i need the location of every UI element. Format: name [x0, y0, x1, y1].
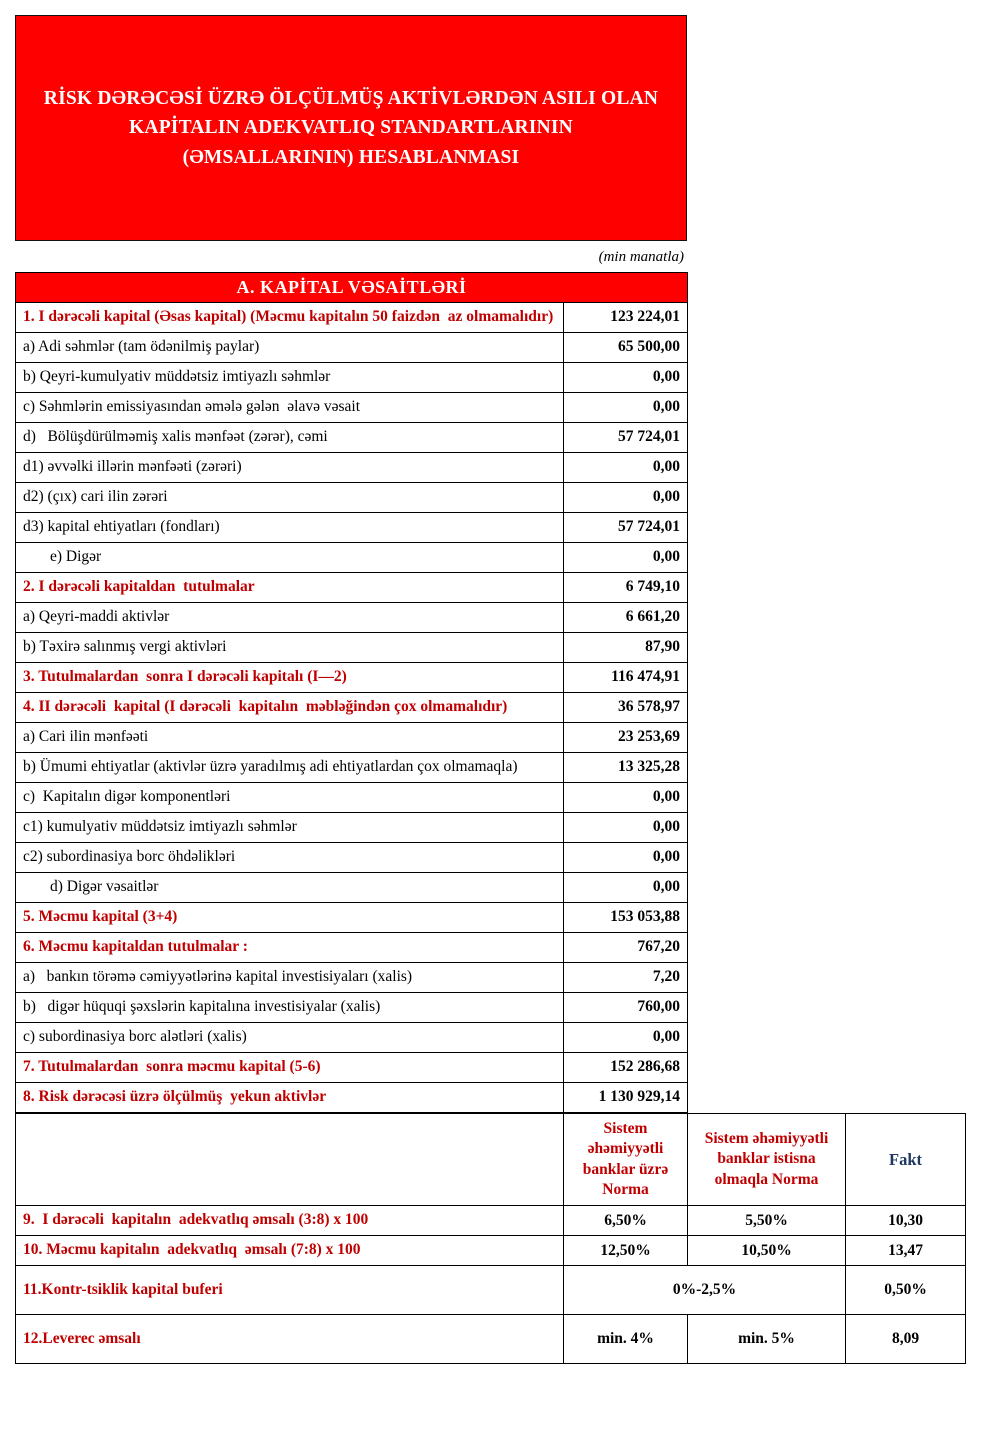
row-label: b) Ümumi ehtiyatlar (aktivlər üzrə yaradılmış adi ehtiyatlardan çox olmamaqla): [16, 753, 564, 783]
norma-istisna-value: min. 5%: [688, 1315, 846, 1364]
fakt-value: 10,30: [846, 1206, 966, 1236]
row-value: 767,20: [564, 933, 688, 963]
table-row: [16, 873, 688, 903]
fakt-value: 8,09: [846, 1315, 966, 1364]
row-label: 10. Məcmu kapitalın adekvatlıq əmsalı (7:8) x 100: [16, 1236, 564, 1266]
row-value: 123 224,01: [564, 303, 688, 333]
row-label: a) Qeyri-maddi aktivlər: [16, 603, 564, 633]
table-row: [16, 1083, 688, 1113]
table-row: [16, 633, 688, 663]
norma-istisna-value: 5,50%: [688, 1206, 846, 1236]
table-row: [16, 1023, 688, 1053]
table-row: [16, 453, 688, 483]
row-label: 5. Məcmu kapital (3+4): [16, 903, 564, 933]
table-row: [16, 813, 688, 843]
row-label: c2) subordinasiya borc öhdəlikləri: [16, 843, 564, 873]
norma-merged-value: 0%-2,5%: [564, 1266, 846, 1315]
fakt-value: 0,50%: [846, 1266, 966, 1315]
row-label: a) Cari ilin mənfəəti: [16, 723, 564, 753]
row-label: c) subordinasiya borc alətləri (xalis): [16, 1023, 564, 1053]
row-value: 6 661,20: [564, 603, 688, 633]
ratio-row: [16, 1236, 966, 1266]
ratio-table: [15, 1113, 966, 1364]
table-row: [16, 903, 688, 933]
table-row: [16, 333, 688, 363]
report-title-line: RİSK DƏRƏCƏSİ ÜZRƏ ÖLÇÜLMÜŞ AKTİVLƏRDƏN ASILI OLAN: [43, 88, 659, 110]
ratio-header-norma-istisna: Sistem əhəmiyyətli banklar istisna olmaqla Norma: [688, 1114, 846, 1206]
ratio-row: [16, 1206, 966, 1236]
row-label: 11.Kontr-tsiklik kapital buferi: [16, 1266, 564, 1315]
row-value: 0,00: [564, 483, 688, 513]
row-value: 1 130 929,14: [564, 1083, 688, 1113]
table-row: [16, 483, 688, 513]
report-title-line: (ƏMSALLARININ) HESABLANMASI: [182, 146, 520, 168]
row-value: 36 578,97: [564, 693, 688, 723]
table-row: [16, 753, 688, 783]
row-value: 0,00: [564, 453, 688, 483]
table-row: [16, 1053, 688, 1083]
ratio-row: [16, 1315, 966, 1364]
row-value: 0,00: [564, 843, 688, 873]
section-a-header: A. KAPİTAL VƏSAİTLƏRİ: [16, 273, 688, 303]
row-label: 12.Leverec əmsalı: [16, 1315, 564, 1364]
row-value: 0,00: [564, 543, 688, 573]
row-label: c) Səhmlərin emissiyasından əmələ gələn əlavə vəsait: [16, 393, 564, 423]
table-row: [16, 723, 688, 753]
table-row: [16, 933, 688, 963]
unit-note: (min manatla): [598, 249, 684, 265]
row-label: 4. II dərəcəli kapital (I dərəcəli kapitalın məbləğindən çox olmamalıdır): [16, 693, 564, 723]
row-label: 1. I dərəcəli kapital (Əsas kapital) (Məcmu kapitalın 50 faizdən az olmamalıdır): [16, 303, 564, 333]
ratio-header-norma-sistem: Sistem əhəmiyyətli banklar üzrə Norma: [564, 1114, 688, 1206]
row-value: 0,00: [564, 393, 688, 423]
ratio-row: [16, 1266, 966, 1315]
row-label: 2. I dərəcəli kapitaldan tutulmalar: [16, 573, 564, 603]
row-value: 23 253,69: [564, 723, 688, 753]
row-label: 3. Tutulmalardan sonra I dərəcəli kapitalı (I—2): [16, 663, 564, 693]
table-row: [16, 783, 688, 813]
row-label: d3) kapital ehtiyatları (fondları): [16, 513, 564, 543]
norma-istisna-value: 10,50%: [688, 1236, 846, 1266]
row-label: 8. Risk dərəcəsi üzrə ölçülmüş yekun aktivlər: [16, 1083, 564, 1113]
row-label: a) Adi səhmlər (tam ödənilmiş paylar): [16, 333, 564, 363]
row-value: 7,20: [564, 963, 688, 993]
row-label: c1) kumulyativ müddətsiz imtiyazlı səhmlər: [16, 813, 564, 843]
row-label: 7. Tutulmalardan sonra məcmu kapital (5-6): [16, 1053, 564, 1083]
row-value: 0,00: [564, 363, 688, 393]
fakt-value: 13,47: [846, 1236, 966, 1266]
table-row: [16, 543, 688, 573]
row-value: 153 053,88: [564, 903, 688, 933]
report-title-banner: [15, 15, 687, 241]
table-row: [16, 993, 688, 1023]
table-row: [16, 423, 688, 453]
row-value: 6 749,10: [564, 573, 688, 603]
row-label: c) Kapitalın digər komponentləri: [16, 783, 564, 813]
row-value: 116 474,91: [564, 663, 688, 693]
row-label: d2) (çıx) cari ilin zərəri: [16, 483, 564, 513]
ratio-header-empty-cell: [16, 1114, 564, 1206]
row-value: 65 500,00: [564, 333, 688, 363]
row-label: b) Qeyri-kumulyativ müddətsiz imtiyazlı səhmlər: [16, 363, 564, 393]
table-row: [16, 663, 688, 693]
row-value: 0,00: [564, 813, 688, 843]
row-value: 0,00: [564, 783, 688, 813]
row-value: 760,00: [564, 993, 688, 1023]
table-row: [16, 843, 688, 873]
row-label: d1) əvvəlki illərin mənfəəti (zərəri): [16, 453, 564, 483]
row-value: 57 724,01: [564, 423, 688, 453]
report-title-line: KAPİTALIN ADEKVATLIQ STANDARTLARININ: [129, 117, 573, 139]
row-value: 152 286,68: [564, 1053, 688, 1083]
table-row: [16, 693, 688, 723]
row-label: 9. I dərəcəli kapitalın adekvatlıq əmsalı (3:8) x 100: [16, 1206, 564, 1236]
row-label: 6. Məcmu kapitaldan tutulmalar :: [16, 933, 564, 963]
table-row: [16, 603, 688, 633]
row-label: d) Digər vəsaitlər: [16, 873, 564, 903]
row-value: 0,00: [564, 873, 688, 903]
norma-sistem-value: 6,50%: [564, 1206, 688, 1236]
table-row: [16, 303, 688, 333]
ratio-header-fakt: Fakt: [846, 1114, 966, 1206]
row-value: 57 724,01: [564, 513, 688, 543]
row-value: 0,00: [564, 1023, 688, 1053]
row-label: b) digər hüquqi şəxslərin kapitalına investisiyalar (xalis): [16, 993, 564, 1023]
table-row: [16, 393, 688, 423]
row-label: b) Təxirə salınmış vergi aktivləri: [16, 633, 564, 663]
row-value: 87,90: [564, 633, 688, 663]
row-value: 13 325,28: [564, 753, 688, 783]
table-row: [16, 963, 688, 993]
norma-sistem-value: 12,50%: [564, 1236, 688, 1266]
row-label: a) bankın törəmə cəmiyyətlərinə kapital investisiyaları (xalis): [16, 963, 564, 993]
row-label: d) Bölüşdürülməmiş xalis mənfəət (zərər), cəmi: [16, 423, 564, 453]
ratio-header-row: [16, 1114, 966, 1206]
table-row: [16, 573, 688, 603]
table-row: [16, 513, 688, 543]
row-label: e) Digər: [16, 543, 564, 573]
section-a-header-row: [16, 273, 688, 303]
table-row: [16, 363, 688, 393]
norma-sistem-value: min. 4%: [564, 1315, 688, 1364]
capital-table: [15, 272, 688, 1113]
